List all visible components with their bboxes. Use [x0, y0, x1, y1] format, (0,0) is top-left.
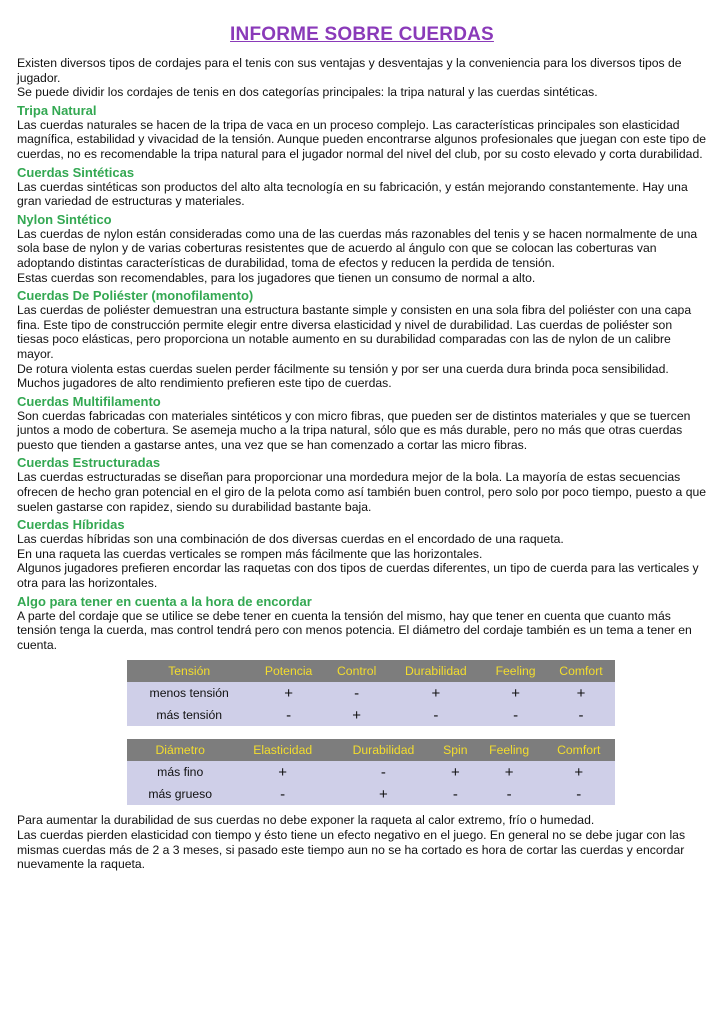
table-cell: + — [484, 682, 547, 704]
section-paragraph: Algunos jugadores prefieren encordar las raquetas con dos tipos de cuerdas diferentes, un tipo de cuerda para las verticales y otra para las horizontales. — [17, 561, 699, 591]
table-cell: - — [387, 704, 484, 726]
table-header-cell: Feeling — [476, 739, 543, 761]
table-header-cell: Potencia — [251, 660, 325, 682]
section-paragraph: Las cuerdas de nylon están consideradas como una de las cuerdas más razonables del tenis y se hacen normalmente de una sola base de nylon y de varias coberturas resistentes que de acuerdo al ángulo con que se colocan las coberturas van adoptando distintas características de durabilidad, toma de efectos y reducen la perdida de tensión. — [17, 226, 698, 270]
table-header-cell: Diámetro — [127, 739, 233, 761]
section-heading-nylon-sintetico: Nylon Sintético — [17, 211, 112, 227]
table-header-cell: Tensión — [127, 660, 251, 682]
section-paragraph: A parte del cordaje que se utilice se debe tener en cuenta la tensión del mismo, hay que tener en cuenta que cuanto más tensión tenga la cuerda, mas control tendrá pero con menos potencia. El diámetro del cordaje también es un tema a tener en cuenta. — [17, 608, 692, 652]
table-header-cell: Elasticidad — [233, 739, 332, 761]
table-cell: - — [484, 704, 547, 726]
section-paragraph: Las cuerdas híbridas son una combinación de dos diversas cuerdas en el encordado de una raqueta. — [17, 532, 564, 547]
table-cell: - — [332, 761, 435, 783]
table-cell: + — [476, 761, 543, 783]
table-row — [127, 761, 615, 783]
document-title: INFORME SOBRE CUERDAS — [230, 24, 494, 45]
table-cell: - — [435, 783, 476, 805]
table-cell: - — [326, 682, 388, 704]
table-cell: + — [547, 682, 615, 704]
section-heading-tripa-natural: Tripa Natural — [17, 102, 97, 118]
table-row-label: más tensión — [127, 704, 251, 726]
closing-paragraph-1: Para aumentar la durabilidad de sus cuerdas no debe exponer la raqueta al calor extremo, frío o humedad. — [17, 813, 595, 828]
section-paragraph: Las cuerdas estructuradas se diseñan para proporcionar una mordedura mejor de la bola. La mayoría de estas secuencias ofrecen de hecho gran potencial en el giro de la pelota como así también buen control, pero solo por poco tiempo, puesto a que suelen gastarse con rapidez, siendo su durabilidad bastante baja. — [17, 470, 707, 514]
table-cell: + — [387, 682, 484, 704]
section-paragraph: En una raqueta las cuerdas verticales se rompen más fácilmente que las horizontales. — [17, 546, 483, 561]
section-heading-multifilamento: Cuerdas Multifilamento — [17, 393, 161, 409]
table-cell: - — [547, 704, 615, 726]
table-row — [127, 783, 615, 805]
table-row-label: menos tensión — [127, 682, 251, 704]
table-cell: + — [332, 783, 435, 805]
table-row-label: más fino — [127, 761, 233, 783]
table-header-row — [127, 739, 615, 761]
table-cell: + — [251, 682, 325, 704]
table-cell: - — [251, 704, 325, 726]
section-heading-estructuradas: Cuerdas Estructuradas — [17, 455, 161, 471]
table-cell: - — [476, 783, 543, 805]
table-cell: + — [233, 761, 332, 783]
section-heading-encordar: Algo para tener en cuenta a la hora de encordar — [17, 593, 312, 609]
table-cell: + — [326, 704, 388, 726]
table-cell: + — [435, 761, 476, 783]
table-header-cell: Durabilidad — [387, 660, 484, 682]
table-row — [127, 682, 615, 704]
table-cell: + — [543, 761, 615, 783]
comparison-tables — [127, 660, 615, 805]
table-header-cell: Spin — [435, 739, 476, 761]
table-header-cell: Durabilidad — [332, 739, 435, 761]
section-heading-hibridas: Cuerdas Híbridas — [17, 517, 125, 533]
table-cell: - — [233, 783, 332, 805]
table-header-cell: Control — [326, 660, 388, 682]
intro-paragraph-1: Existen diversos tipos de cordajes para el tenis con sus ventajas y desventajas y la conveniencia para los diversos tipos de jugador. — [17, 56, 682, 85]
section-paragraph: Son cuerdas fabricadas con materiales sintéticos y con micro fibras, que pueden ser de distintos materiales y que se tuercen juntos a modo de cobertura. Se asemeja mucho a la tripa natural, sólo que es más durable, pero no más que otras cuerdas puesto que tienden a gastarse antes, una vez que se han comenzado a cortar las micro fibras. — [17, 408, 691, 452]
section-paragraph: De rotura violenta estas cuerdas suelen perder fácilmente su tensión y por ser una cuerda dura brinda poca sensibilidad. Muchos jugadores de alto rendimiento prefieren este tipo de cuerdas. — [17, 361, 669, 391]
section-heading-poliester: Cuerdas De Poliéster (monofilamento) — [17, 288, 254, 304]
diametro-table — [127, 739, 615, 805]
intro-paragraph-2: Se puede dividir los cordajes de tenis en dos categorías principales: la tripa natural y las cuerdas sintéticas. — [17, 85, 598, 100]
section-paragraph: Las cuerdas de poliéster demuestran una estructura bastante simple y consisten en una sola fibra del poliéster con una capa fina. Este tipo de construcción permite elegir entre diversa elasticidad y nivel de durabilidad. Las cuerdas de poliéster son tiesas poco elásticas, pero proporciona un notable aumento en su durabilidad comparadas con las de nylon de un calibre mayor. — [17, 303, 692, 361]
tension-table — [127, 660, 615, 726]
closing-paragraph-2: Las cuerdas pierden elasticidad con tiempo y ésto tiene un efecto negativo en el juego. En general no se debe jugar con las mismas cuerdas más de 2 a 3 meses, si pasado este tiempo aun no se ha cortado es hora de cortar las cuerdas y encordar nuevamente la raqueta. — [17, 828, 686, 872]
table-header-cell: Comfort — [543, 739, 615, 761]
section-paragraph: Las cuerdas sintéticas son productos del alto alta tecnología en su fabricación, y están mejorando constantemente. Hay una gran variedad de estructuras y materiales. — [17, 179, 688, 209]
section-heading-cuerdas-sinteticas: Cuerdas Sintéticas — [17, 164, 135, 180]
table-header-row — [127, 660, 615, 682]
table-row-label: más grueso — [127, 783, 233, 805]
table-header-cell: Feeling — [484, 660, 547, 682]
document-page — [17, 24, 707, 872]
section-paragraph: Estas cuerdas son recomendables, para los jugadores que tienen un consumo de normal a alto. — [17, 270, 536, 285]
table-row — [127, 704, 615, 726]
table-header-cell: Comfort — [547, 660, 615, 682]
section-paragraph: Las cuerdas naturales se hacen de la tripa de vaca en un proceso complejo. Las características principales son elasticidad magnífica, estabilidad y vivacidad de la tensión. Aunque pueden encontrarse algunos profesionales que juegan con este tipo de cuerdas, no es recomendable la tripa natural para el jugador normal del nivel del club, por su costo elevado y corta durabilidad. — [17, 117, 707, 161]
table-cell: - — [543, 783, 615, 805]
